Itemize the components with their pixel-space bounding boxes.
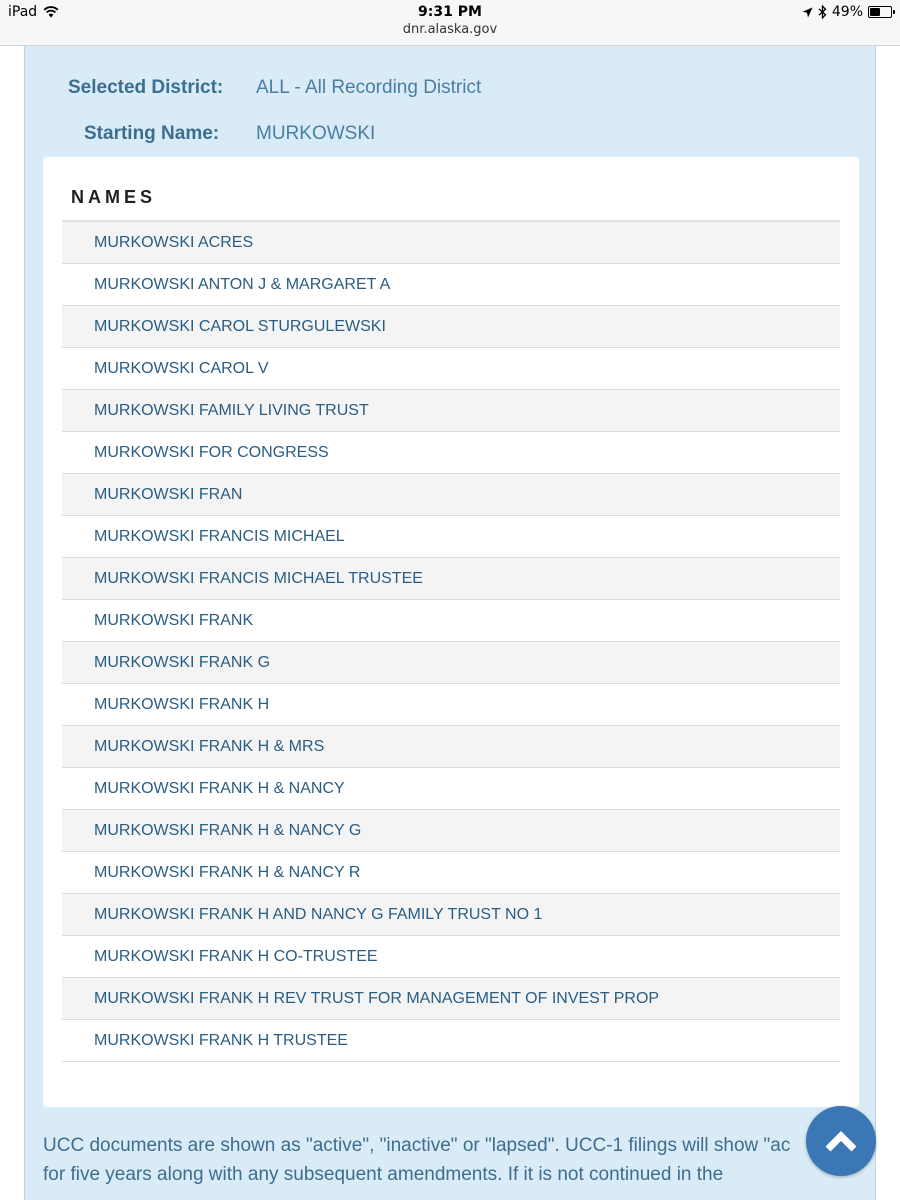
name-link[interactable]: MURKOWSKI FRANK H TRUSTEE xyxy=(62,1020,840,1062)
search-results-panel xyxy=(24,46,876,1200)
name-link[interactable]: MURKOWSKI FRANK H xyxy=(62,684,840,726)
info-line-1: UCC documents are shown as "active", "inactive" or "lapsed". UCC-1 filings will show "ac xyxy=(43,1135,791,1156)
name-link[interactable]: MURKOWSKI FOR CONGRESS xyxy=(62,432,840,474)
info-line-2: for five years along with any subsequent amendments. If it is not continued in the xyxy=(43,1164,724,1185)
name-link[interactable]: MURKOWSKI FRAN xyxy=(62,474,840,516)
name-link[interactable]: MURKOWSKI FRANK H CO-TRUSTEE xyxy=(62,936,840,978)
name-link[interactable]: MURKOWSKI FRANK H REV TRUST FOR MANAGEMENT OF INVEST PROP xyxy=(62,978,840,1020)
name-link[interactable]: MURKOWSKI FRANK H & NANCY G xyxy=(62,810,840,852)
status-center xyxy=(0,4,900,37)
battery-icon xyxy=(868,6,892,18)
name-link[interactable]: MURKOWSKI FRANK H & MRS xyxy=(62,726,840,768)
ucc-info-text xyxy=(43,1131,863,1189)
status-time: 9:31 PM xyxy=(418,4,482,20)
name-link[interactable]: MURKOWSKI FRANK H & NANCY xyxy=(62,768,840,810)
scroll-to-top-button[interactable] xyxy=(806,1106,876,1176)
battery-fill xyxy=(870,8,880,16)
name-link[interactable]: MURKOWSKI FRANK xyxy=(62,600,840,642)
names-list xyxy=(62,220,840,1062)
names-card xyxy=(43,157,859,1107)
name-link[interactable]: MURKOWSKI ACRES xyxy=(62,222,840,264)
location-arrow-icon xyxy=(802,7,813,18)
district-value: ALL - All Recording District xyxy=(256,77,482,98)
starting-name-label: Starting Name: xyxy=(84,123,220,144)
name-link[interactable]: MURKOWSKI FRANK G xyxy=(62,642,840,684)
status-right xyxy=(802,4,892,20)
name-link[interactable]: MURKOWSKI FAMILY LIVING TRUST xyxy=(62,390,840,432)
names-heading: NAMES xyxy=(71,187,157,207)
name-link[interactable]: MURKOWSKI FRANCIS MICHAEL xyxy=(62,516,840,558)
name-link[interactable]: MURKOWSKI ANTON J & MARGARET A xyxy=(62,264,840,306)
address-url[interactable]: dnr.alaska.gov xyxy=(402,22,498,37)
name-link[interactable]: MURKOWSKI CAROL STURGULEWSKI xyxy=(62,306,840,348)
chevron-up-icon xyxy=(824,1128,858,1154)
bluetooth-icon xyxy=(818,5,827,19)
name-link[interactable]: MURKOWSKI FRANK H & NANCY R xyxy=(62,852,840,894)
starting-name-row xyxy=(25,123,865,149)
name-link[interactable]: MURKOWSKI FRANK H AND NANCY G FAMILY TRUST NO 1 xyxy=(62,894,840,936)
status-bar xyxy=(0,0,900,46)
starting-name-value: MURKOWSKI xyxy=(256,123,376,144)
name-link[interactable]: MURKOWSKI FRANCIS MICHAEL TRUSTEE xyxy=(62,558,840,600)
battery-percent: 49% xyxy=(831,4,863,20)
district-label: Selected District: xyxy=(68,77,224,98)
device-name: iPad xyxy=(8,4,38,20)
district-row xyxy=(25,77,865,103)
name-link[interactable]: MURKOWSKI CAROL V xyxy=(62,348,840,390)
